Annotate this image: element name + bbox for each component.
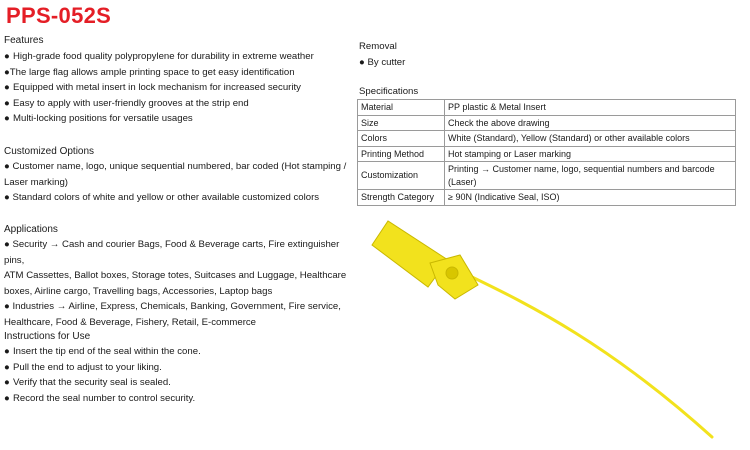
- spec-label: Material: [358, 100, 445, 116]
- list-item: ● Pull the end to adjust to your liking.: [4, 360, 356, 376]
- list-item: ● Insert the tip end of the seal within the cone.: [4, 344, 356, 360]
- list-item: ● High-grade food quality polypropylene for durability in extreme weather: [4, 49, 356, 65]
- text-line: ● Standard colors of white and yellow or other available customized colors: [4, 192, 320, 204]
- features-list: [4, 49, 356, 127]
- instructions-heading: Instructions for Use: [4, 331, 91, 342]
- security-seal-image: [360, 215, 730, 447]
- list-item: ● Equipped with metal insert in lock mechanism for increased security: [4, 80, 356, 96]
- instructions-list: [4, 344, 356, 406]
- list-item: ● Multi-locking positions for versatile usages: [4, 111, 356, 127]
- text-line: ● Customer name, logo, unique sequential numbered, bar coded (Hot stamping /: [4, 161, 347, 172]
- spec-value: ≥ 90N (Indicative Seal, ISO): [445, 190, 736, 206]
- spec-value: White (Standard), Yellow (Standard) or other available colors: [445, 131, 736, 147]
- table-row: [358, 115, 736, 131]
- text-line: ● Security → Cash and courier Bags, Food & Beverage carts, Fire extinguisher pins,: [4, 239, 340, 266]
- customized-heading: Customized Options: [4, 146, 95, 157]
- table-row: [358, 131, 736, 147]
- spec-value: Hot stamping or Laser marking: [445, 146, 736, 162]
- bullet-icon: ●: [4, 361, 10, 373]
- table-row: [358, 190, 736, 206]
- applications-heading: Applications: [4, 224, 58, 235]
- customized-list: [4, 159, 356, 206]
- text-line: ● Industries → Airline, Express, Chemicals, Banking, Government, Fire service,: [4, 301, 341, 313]
- product-title: PPS-052S: [6, 3, 112, 28]
- spec-label: Customization: [358, 162, 445, 190]
- spec-label: Printing Method: [358, 146, 445, 162]
- text-line: boxes, Airline cargo, Travelling bags, Accessories, Laptop bags: [4, 285, 273, 297]
- spec-value: Printing → Customer name, logo, sequential numbers and barcode (Laser): [445, 162, 736, 190]
- applications-list: [4, 237, 356, 331]
- specifications-table: [357, 99, 736, 206]
- list-item: ● Record the seal number to control security.: [4, 391, 356, 407]
- spec-value: PP plastic & Metal Insert: [445, 100, 736, 116]
- table-row: [358, 162, 736, 190]
- spec-label: Colors: [358, 131, 445, 147]
- spec-label: Strength Category: [358, 190, 445, 206]
- specifications-heading: Specifications: [359, 86, 419, 97]
- text-line: Laser marking): [4, 176, 68, 188]
- spec-label: Size: [358, 115, 445, 131]
- bullet-icon: ●: [4, 51, 10, 62]
- text-line: Healthcare, Food & Beverage, Fishery, Retail, E-commerce: [4, 316, 257, 328]
- bullet-icon: ●: [4, 97, 10, 109]
- list-item: ● Verify that the security seal is sealed.: [4, 375, 356, 391]
- table-row: [358, 146, 736, 162]
- spec-value: Check the above drawing: [445, 115, 736, 131]
- removal-method: ● By cutter: [359, 57, 406, 68]
- removal-heading: Removal: [359, 41, 397, 52]
- bullet-icon: ●: [4, 377, 10, 389]
- seal-lock-hole: [446, 267, 458, 279]
- bullet-icon: ●: [4, 113, 10, 125]
- table-row: [358, 100, 736, 116]
- list-item: ● Easy to apply with user-friendly grooves at the strip end: [4, 96, 356, 112]
- list-item: ●The large flag allows ample printing space to get easy identification: [4, 66, 295, 78]
- bullet-icon: ●: [4, 346, 10, 357]
- bullet-icon: ●: [4, 392, 10, 404]
- bullet-icon: ●: [4, 82, 10, 94]
- features-heading: Features: [4, 35, 44, 46]
- seal-tail-strip: [472, 277, 712, 437]
- text-line: ATM Cassettes, Ballot boxes, Storage totes, Suitcases and Luggage, Healthcare: [4, 270, 347, 282]
